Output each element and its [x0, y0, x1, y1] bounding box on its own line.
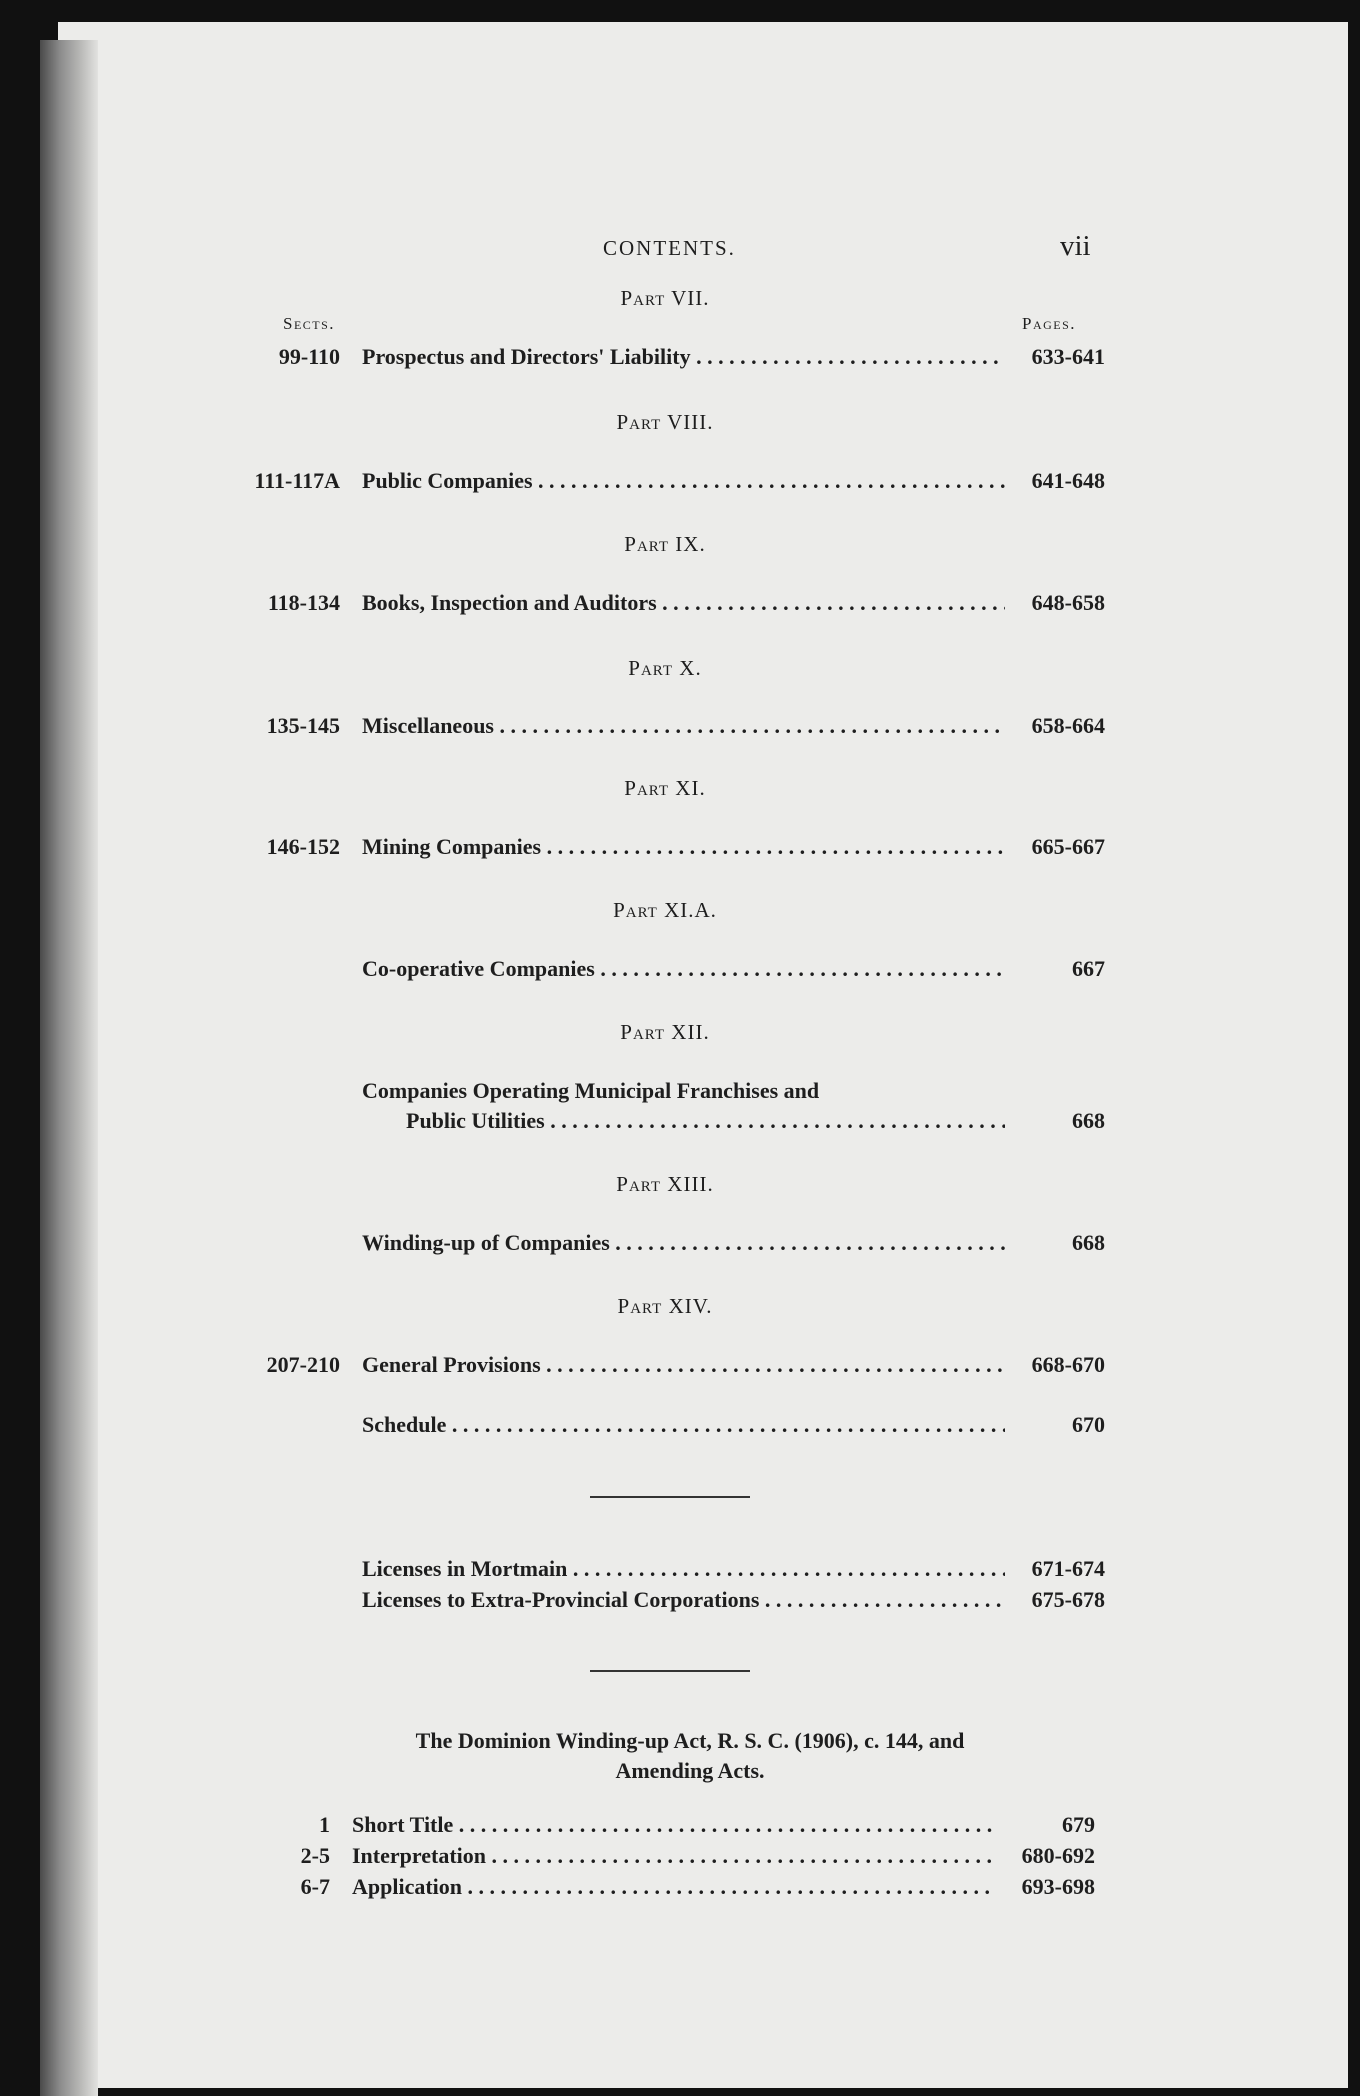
column-heading-pages: Pages. [1022, 314, 1077, 333]
entry-pages: 668-670 [1031, 1352, 1105, 1377]
entry-sections: 1 [319, 1812, 330, 1837]
column-heading-sections: Sects. [283, 314, 336, 333]
part-heading: Part XIV. [617, 1294, 713, 1318]
toc-entry [240, 468, 1105, 498]
page-number: vii [1060, 230, 1091, 262]
entry-title: General Provisions . . . [362, 1352, 1005, 1378]
toc-entry [240, 1412, 1105, 1442]
part-heading: Part XI.A. [613, 898, 717, 922]
entry-sections: 146-152 [266, 834, 340, 859]
act-title-line: The Dominion Winding-up Act, R. S. C. (1906), c. 144, and [415, 1728, 965, 1753]
entry-sections: 135-145 [266, 713, 340, 738]
entry-pages: 670 [1072, 1412, 1105, 1437]
entry-title: Licenses in Mortmain . . . [362, 1556, 1005, 1582]
toc-entry [240, 1230, 1105, 1260]
entry-title: Licenses to Extra-Provincial Corporations . . . [362, 1587, 1005, 1613]
part-heading: Part VIII. [616, 410, 714, 434]
toc-entry [230, 1874, 1095, 1904]
entry-title: Miscellaneous . . . [362, 713, 1005, 739]
entry-pages: 641-648 [1031, 468, 1105, 493]
toc-entry [240, 1587, 1105, 1617]
entry-pages: 693-698 [1021, 1874, 1095, 1899]
entry-title: Public Companies . . . [362, 468, 1005, 494]
entry-title: Short Title . . . [352, 1812, 995, 1838]
toc-entry [240, 590, 1105, 620]
entry-pages: 667 [1072, 956, 1105, 981]
toc-entry [240, 956, 1105, 986]
act-title-line: Amending Acts. [615, 1758, 765, 1783]
entry-pages: 668 [1072, 1108, 1105, 1133]
toc-entry [240, 713, 1105, 743]
entry-title: Co-operative Companies . . . [362, 956, 1005, 982]
part-heading: Part XIII. [616, 1172, 714, 1196]
entry-pages: 679 [1062, 1812, 1095, 1837]
entry-pages: 665-667 [1031, 834, 1105, 859]
part-heading: Part VII. [620, 286, 710, 310]
entry-title: Companies Operating Municipal Franchises and [362, 1078, 820, 1103]
section-divider [590, 1670, 750, 1672]
entry-sections: 111-117A [254, 468, 340, 493]
entry-title: Prospectus and Directors' Liability . . . [362, 344, 1005, 370]
toc-entry [240, 344, 1105, 374]
entry-title: Books, Inspection and Auditors . . . [362, 590, 1005, 616]
entry-pages: 668 [1072, 1230, 1105, 1255]
toc-entry [240, 1556, 1105, 1586]
part-heading: Part IX. [624, 532, 706, 556]
entry-title-continued: Public Utilities . . . [406, 1108, 1005, 1134]
toc-entry [240, 1352, 1105, 1382]
entry-title: Mining Companies . . . [362, 834, 1005, 860]
entry-title: Interpretation . . . [352, 1843, 995, 1869]
page-title: CONTENTS. [603, 236, 736, 260]
toc-entry [240, 1108, 1105, 1138]
entry-sections: 6-7 [300, 1874, 330, 1899]
entry-pages: 680-692 [1021, 1843, 1095, 1868]
entry-pages: 633-641 [1031, 344, 1105, 369]
entry-sections: 99-110 [278, 344, 340, 369]
act-title [200, 1726, 1180, 1786]
entry-sections: 207-210 [266, 1352, 340, 1377]
entry-pages: 675-678 [1031, 1587, 1105, 1612]
entry-pages: 648-658 [1031, 590, 1105, 615]
part-heading: Part XI. [624, 776, 706, 800]
toc-entry [240, 834, 1105, 864]
entry-title: Application . . . [352, 1874, 995, 1900]
entry-sections: 118-134 [267, 590, 340, 615]
entry-title: Winding-up of Companies . . . [362, 1230, 1005, 1256]
toc-entry [230, 1843, 1095, 1873]
entry-sections: 2-5 [300, 1843, 330, 1868]
part-heading: Part XII. [620, 1020, 710, 1044]
part-heading: Part X. [628, 656, 702, 680]
entry-pages: 671-674 [1031, 1556, 1105, 1581]
entry-title: Schedule . . . [362, 1412, 1005, 1438]
entry-pages: 658-664 [1031, 713, 1105, 738]
section-divider [590, 1496, 750, 1498]
toc-entry [230, 1812, 1095, 1842]
